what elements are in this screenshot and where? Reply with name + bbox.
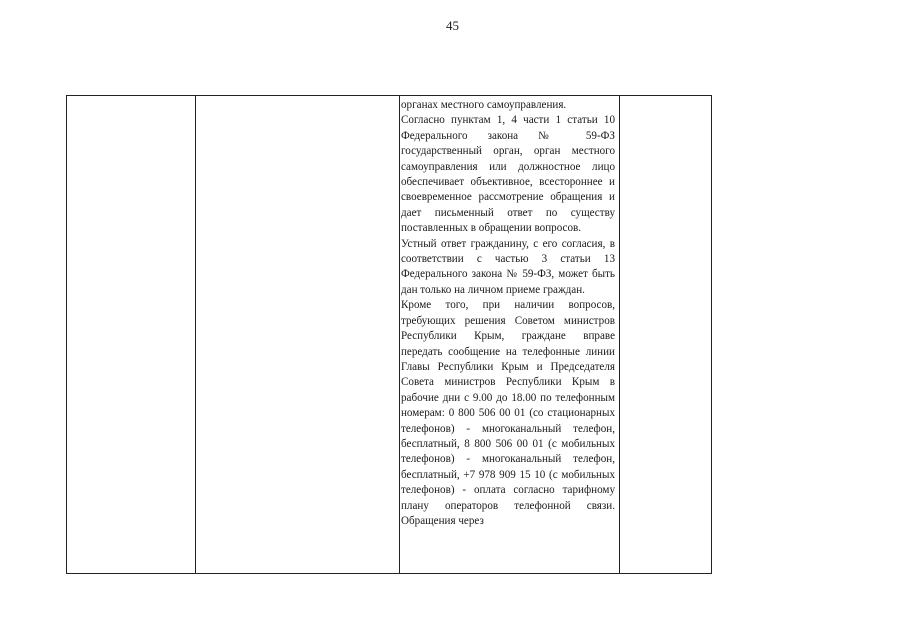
cell-paragraph-3: Устный ответ гражданину, с его согласия, в соответствии с частью 3 статьи 13 Федерального закона № 59-ФЗ, может быть дан только на личном приеме граждан. (401, 237, 615, 296)
column-divider-3 (619, 96, 620, 573)
table-cell-text (401, 98, 615, 529)
page-number: 45 (446, 18, 459, 33)
cell-paragraph-4: Кроме того, при наличии вопросов, требующих решения Советом министров Республики Крым, граждане вправе передать сообщение на телефонные линии Главы Республики Крым и Председателя Совета министров Республики Крым в рабочие дни с 9.00 до 18.00 по телефонным номерам: 0 800 506 00 01 (со стационарных телефонов) - многоканальный телефон, бесплатный, 8 800 506 00 01 (с мобильных телефонов) - многоканальный телефон, бесплатный, +7 978 909 15 10 (с мобильных телефонов) - оплата согласно тарифному плану операторов телефонной связи. Обращения через (401, 299, 615, 527)
column-divider-2 (399, 96, 400, 573)
column-divider-1 (195, 96, 196, 573)
document-table (66, 95, 712, 574)
cell-paragraph-2: Согласно пунктам 1, 4 части 1 статьи 10 Федерального закона № 59-ФЗ государственный орган, орган местного самоуправления или должностное лицо обеспечивает объективное, всестороннее и своевременное рассмотрение обращения и дает письменный ответ по существу поставленных в обращении вопросов. (401, 114, 615, 235)
cell-paragraph-1: органах местного самоуправления. (401, 99, 567, 111)
